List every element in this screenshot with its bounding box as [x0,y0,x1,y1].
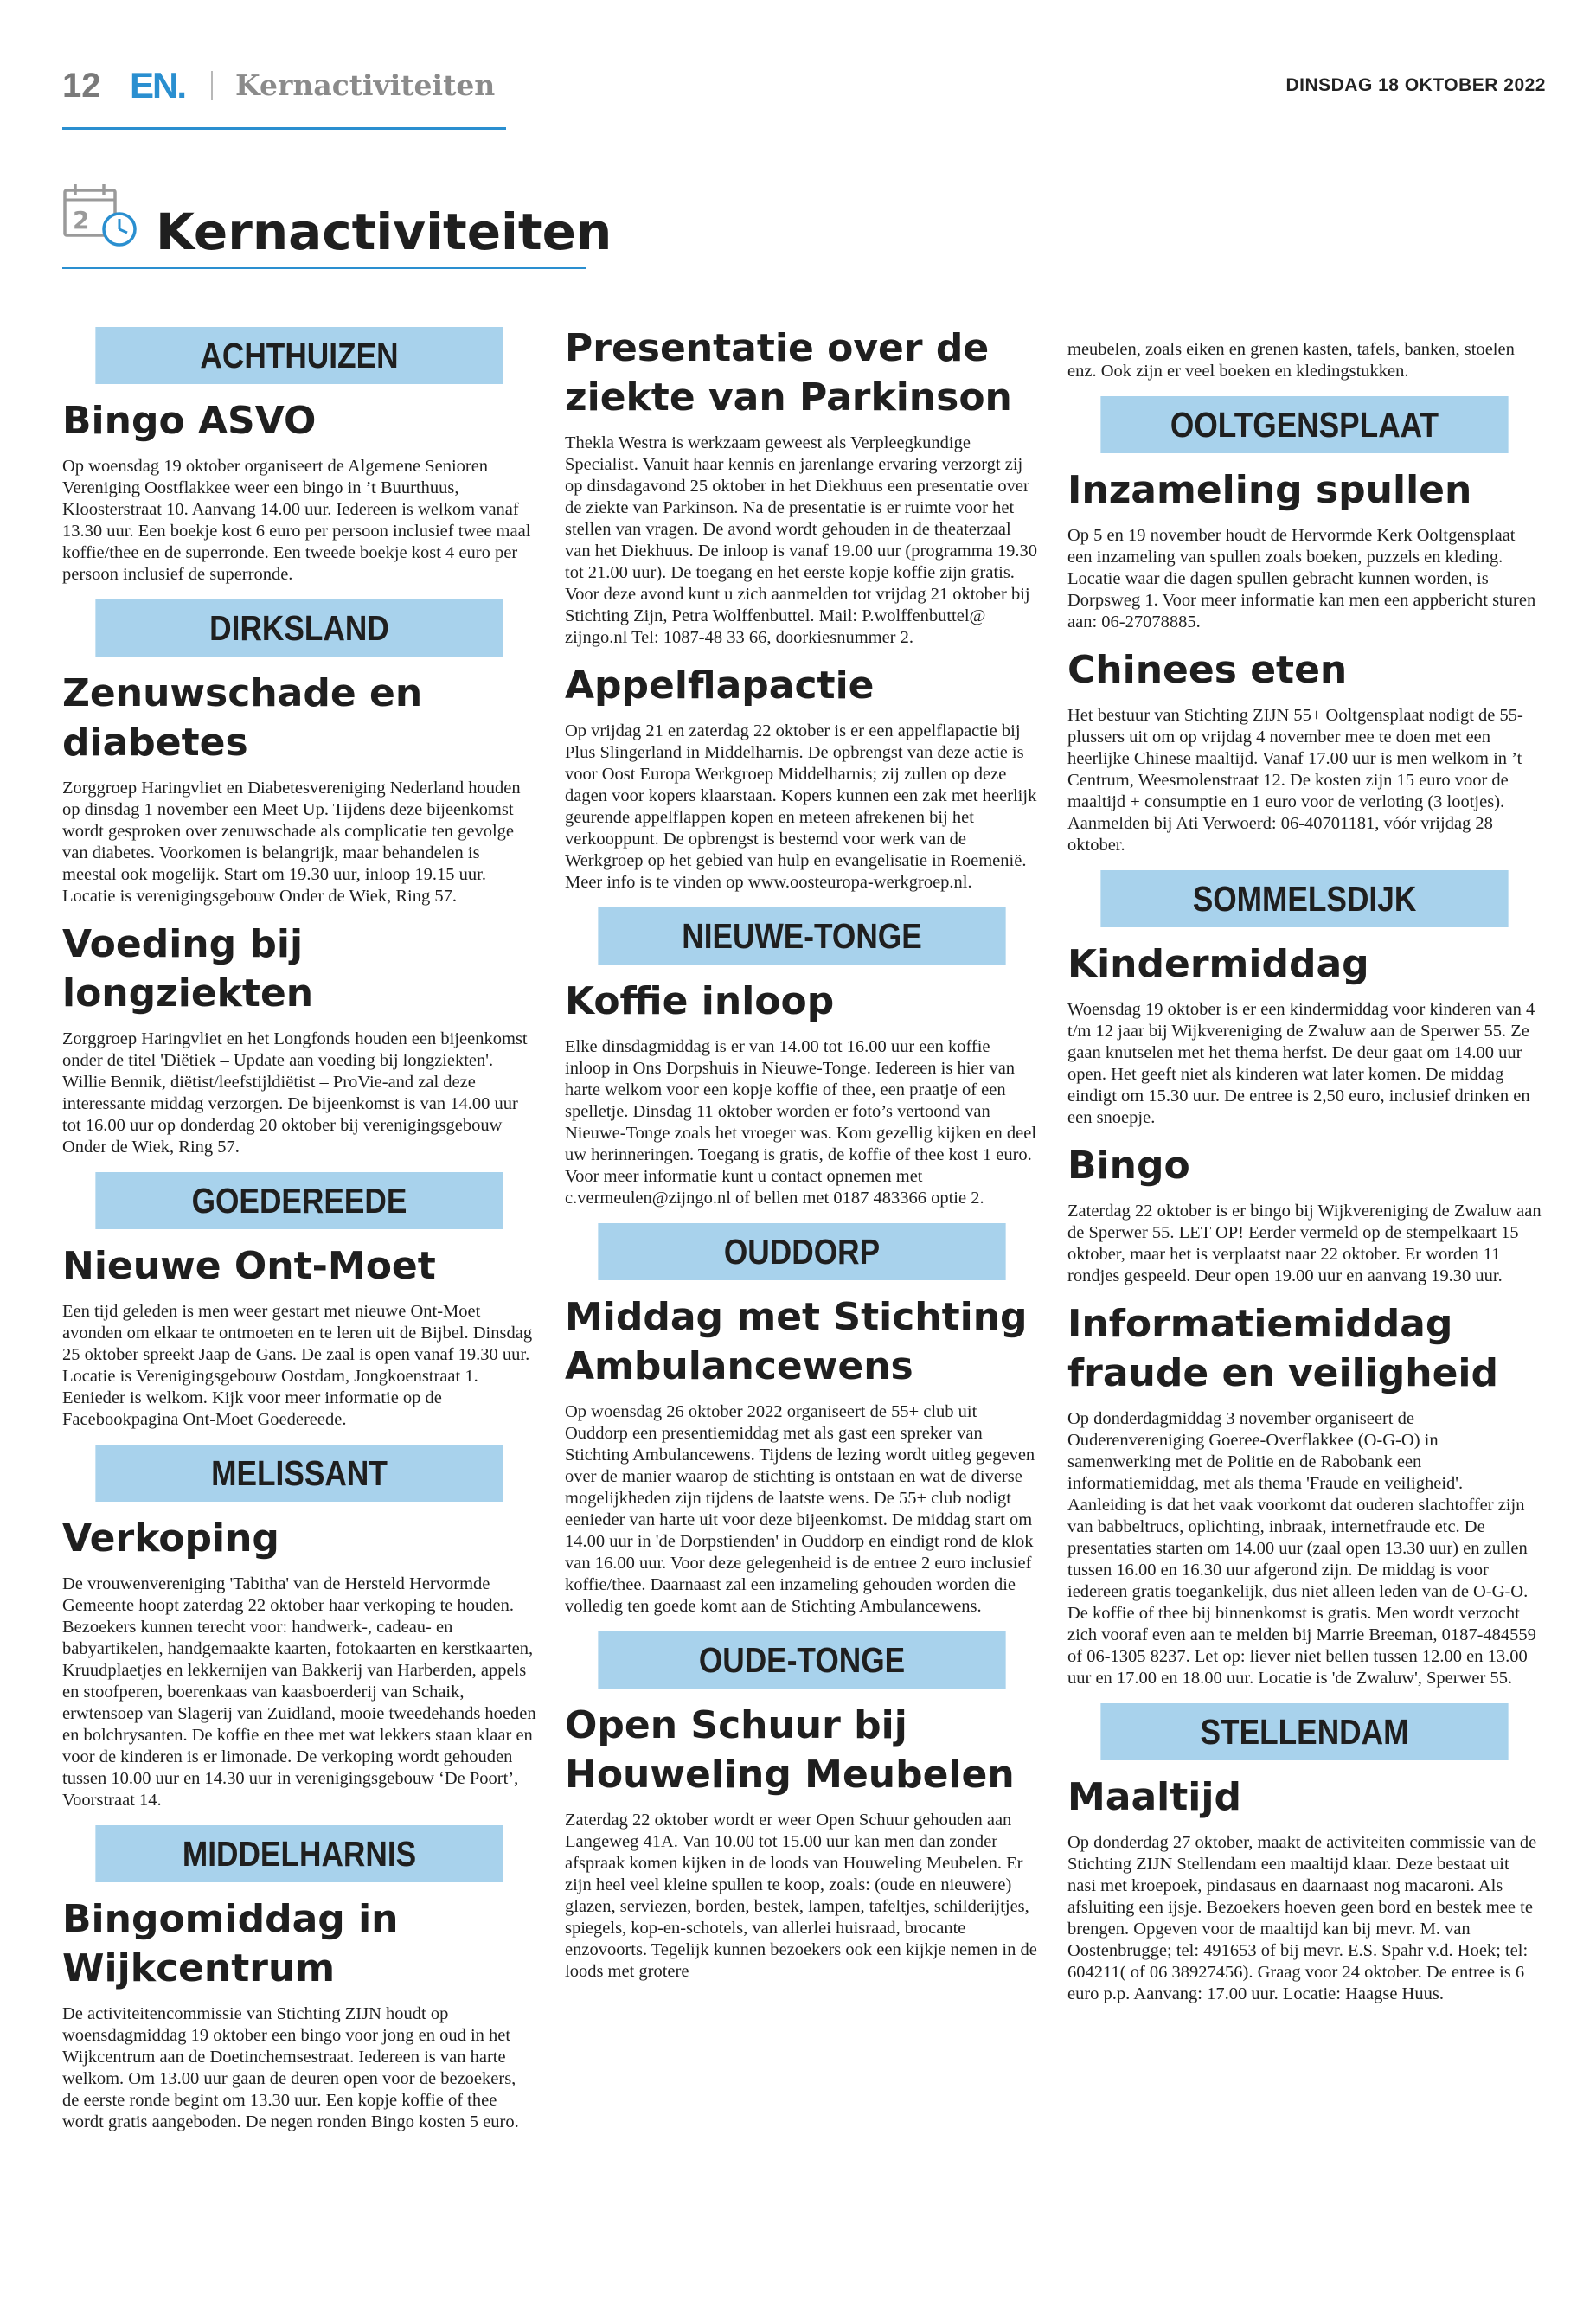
place-band-nieuwe-tonge: NIEUWE-TONGE [598,907,1005,965]
place-band-ouddorp: OUDDORP [598,1223,1005,1280]
article-body: Zorggroep Haringvliet en Diabetesvereniging Nederland houden op dinsdag 1 november een Meet Up. Tijdens deze bijeenkomst wordt gesproken over zenuwschade als complicatie ten gevolge van diabetes. Voorkomen is belangrijk, maar behandelen is meestal ook mogelijk. Start om 19.30 uur, inloop 19.15 uur. Locatie is verenigingsgebouw Onder de Wiek, Ring 57. [62,779,521,906]
article-body: Op woensdag 19 oktober organiseert de Algemene Senioren Vereniging Oostflakkee weer een bingo in ’t Buurthuus, Kloosterstraat 10. Aanvang 14.00 uur. Iedereen is welkom vanaf 13.30 uur. Een boekje kost 6 euro per persoon inclusief twee maal koffie/thee en de superronde. Een tweede boekje kost 4 euro per persoon inclusief de superronde. [62,457,531,584]
article-title: Verkoping [62,1516,279,1561]
title-underline [62,267,586,269]
article-body: Zaterdag 22 oktober wordt er weer Open Schuur gehouden aan Langeweg 41A. Van 10.00 tot 15.00 uur kan men dan zonder afspraak komen kijken in de loods van Houweling Meubelen. Er zijn heel veel kleine spullen te koop, zoals: (oude en nieuwere) glazen, serviezen, borden, bestek, lampen, tafeltjes, schilderijtjes, spiegels, kop-en-schotels, van allerlei huisraad, brocante enzovoorts. Tegelijk kunnen bezoekers ook een kijkje nemen in de loods met grotere [565,1811,1037,1981]
article-body: Zorggroep Haringvliet en het Longfonds houden een bijeenkomst onder de titel 'Diëtiek – Update aan voeding bij longziekten'. Willie Bennik, diëtist/leefstijldiëtist – ProVie-and zal deze interessante middag verzorgen. De bijeenkomst is van 14.00 uur tot 16.00 uur op donderdag 20 oktober bij verenigingsgebouw Onder de Wiek, Ring 57. [62,1029,528,1157]
article-title: Informatiemiddag fraude en veiligheid [1067,1302,1499,1395]
article-body: De vrouwenvereniging 'Tabitha' van de Hersteld Hervormde Gemeente hoopt zaterdag 22 oktober haar verkoping te houden. Bezoekers kunnen terecht voor: handwerk-, cadeau- en babyartikelen, handgemaakte kaarten, fotokaarten en kerstkaarten, Kruudplaetjes en lekkernijen van Bakkerij van Harberden, appels en stoofperen, boerenkaas van kaasboerderij van Schaik, erwtensoep van Slagerij van Zuidland, mooie tweedehands hoeden en bolchrysanten. De koffie en thee met wat lekkers staan klaar en voor de kinderen is er limonade. De verkoping wordt gehouden tussen 10.00 uur en 14.30 uur in verenigingsgebouw ‘De Poort’, Voorstraat 14. [62,1574,536,1810]
place-band-dirksland: DIRKSLAND [95,599,503,657]
section-name: Kernactiviteiten [235,68,496,102]
issue-date: DINSDAG 18 OKTOBER 2022 [1285,75,1546,95]
article-title: Bingo ASVO [62,399,317,443]
article-body: Op donderdag 27 oktober, maakt de activiteiten commissie van de Stichting ZIJN Stellendam een maaltijd klaar. Deze bestaat uit nasi met kroepoek, pindasaus en daarnaast nog macaroni. Als afsluiting een ijsje. Bezoekers hoeven geen bord en bestek mee te brengen. Opgeven voor de maaltijd kan bij mevr. M. van Oostenbrugge; tel: 491653 of bij mevr. E.S. Spahr v.d. Hoek; tel: 604211( of 06 38927456). Graag voor 24 oktober. De entree is 6 euro p.p. Aanvang: 17.00 uur. Locatie: Haagse Huus. [1067,1833,1537,2003]
header-divider [211,71,213,100]
running-header [62,64,1546,107]
article-title: Presentatie over de ziekte van Parkinson [565,326,1012,420]
place-band-goedereede: GOEDEREEDE [95,1172,503,1229]
place-band-stellendam: STELLENDAM [1100,1703,1508,1760]
article-body: Zaterdag 22 oktober is er bingo bij Wijkvereniging de Zwaluw aan de Sperwer 55. LET OP! Eerder vermeld op de stempelkaart 15 oktober, maar het is verplaatst naar 22 oktober. Er worden 11 rondjes gespeeld. Deur open 19.00 uur en aanvang 19.30 uur. [1067,1202,1542,1285]
article-continuation: meubelen, zoals eiken en grenen kasten, tafels, banken, stoelen enz. Ook zijn er veel boeken en kledingstukken. [1067,340,1515,381]
article-title: Voeding bij longziekten [62,922,314,1016]
article-body: Woensdag 19 oktober is er een kindermiddag voor kinderen van 4 t/m 12 jaar bij Wijkvereniging de Zwaluw aan de Sperwer 55. Ze gaan knutselen met het thema herfst. De deur gaat om 14.00 uur open. Het geeft niet als kinderen wat later komen. De middag eindigt om 15.30 uur. De entree is 2,50 euro, inclusief drinken en een snoepje. [1067,1000,1535,1127]
article-title: Appelflapactie [565,663,875,708]
article-body: Een tijd geleden is men weer gestart met nieuwe Ont-Moet avonden om elkaar te ontmoeten en te leren uit de Bijbel. Dinsdag 25 oktober spreekt Jaap de Gans. De zaal is open vanaf 19.30 uur. Locatie is Verenigingsgebouw Oostdam, Jongkoenstraat 1. Eenieder is welkom. Kijk voor meer informatie op de Facebookpagina Ont-Moet Goedereede. [62,1302,533,1429]
article-body: Thekla Westra is werkzaam geweest als Verpleegkundige Specialist. Vanuit haar kennis en jarenlange ervaring verzorgt zij op dinsdagavond 25 oktober in het Diekhuus een presentatie over de ziekte van Parkinson. Na de presentatie is er ruimte voor het stellen van vragen. De avond wordt gehouden in de theaterzaal van het Diekhuus. De inloop is vanaf 19.00 uur (programma 19.30 tot 21.00 uur). De toegang en het eerste kopje koffie zijn gratis. Voor deze avond kunt u zich aanmelden tot vrijdag 21 oktober bij Stichting Zijn, Petra Wolffenbuttel. Mail: P.wolffenbuttel@ zijngo.nl Tel: 1087-48 33 66, doorkiesnummer 2. [565,433,1037,647]
article-title: Inzameling spullen [1067,468,1472,512]
place-band-melissant: MELISSANT [95,1445,503,1502]
column-1 [62,311,536,2292]
article-body: Op woensdag 26 oktober 2022 organiseert de 55+ club uit Ouddorp een presentiemiddag met als gast een spreker van Stichting Ambulancewens. Tijdens de lezing wordt uitleg gegeven over de manier waarop de stichting is ontstaan en wat de diverse mogelijkheden zijn tijdens de laatste wens. De 55+ club nodigt eenieder van harte uit voor deze bijeenkomst. De middag start om 14.00 uur in 'de Dorpstienden' in Ouddorp en eindigt rond de klok van 16.00 uur. Voor deze gelegenheid is de entree 2 euro inclusief koffie/thee. Daarnaast zal een inzameling gehouden worden die volledig ten goede komt aan de Stichting Ambulancewens. [565,1402,1035,1616]
article-title: Bingomiddag in Wijkcentrum [62,1897,399,1990]
article-body: Elke dinsdagmiddag is er van 14.00 tot 16.00 uur een koffie inloop in Ons Dorpshuis in Nieuwe-Tonge. Iedereen is hier van harte welkom voor een kopje koffie of thee, een praatje of een spelletje. Dinsdag 11 oktober worden er foto’s vertoond van Nieuwe-Tonge zoals het vroeger was. Kom gezellig kijken en deel uw herinneringen. Toegang is gratis, de koffie of thee kost 1 euro. Voor meer informatie kunt u contact opnemen met c.vermeulen@zijngo.nl of bellen met 0187 483366 optie 2. [565,1037,1037,1208]
article-title: Zenuwschade en diabetes [62,671,423,765]
article-title: Bingo [1067,1144,1190,1188]
article-title: Kindermiddag [1067,942,1369,986]
article-title: Nieuwe Ont-Moet [62,1244,436,1288]
article-body: Op vrijdag 21 en zaterdag 22 oktober is er een appelflapactie bij Plus Slingerland in Middelharnis. De opbrengst van deze actie is voor Oost Europa Werkgroep Middelharnis; zij zullen op deze dagen voor kopers klaarstaan. Kopers kunnen een zak met heerlijk geurende appelflappen kopen en meteen afrekenen bij het verkooppunt. De opbrengst is bestemd voor werk van de Werkgroep op het gebied van hulp en evangelisatie in Roemenië. Meer info is te vinden op www.oosteuropa-werkgroep.nl. [565,721,1037,892]
newspaper-logo[interactable]: EN. [130,65,186,106]
place-band-ooltgensplaat: OOLTGENSPLAAT [1100,396,1508,453]
column-2 [565,311,1039,2292]
place-band-sommelsdijk: SOMMELSDIJK [1100,870,1508,927]
column-3 [1067,311,1542,2292]
article-title: Chinees eten [1067,648,1348,692]
article-body: Het bestuur van Stichting ZIJN 55+ Ooltgensplaat nodigt de 55-plussers uit om op vrijdag 4 november mee te doen met een heerlijke Chinese maaltijd. Vanaf 17.00 uur is men welkom in ’t Centrum, Weesmolenstraat 12. De kosten zijn 15 euro voor de maaltijd + consumptie en 1 euro voor de verloting (3 lootjes). Aanmelden bij Ati Verwoerd: 06-40701181, vóór vrijdag 28 oktober. [1067,706,1523,855]
calendar-clock-icon [62,182,140,251]
header-underline [62,127,506,130]
article-body: Op donderdagmiddag 3 november organiseert de Ouderenvereniging Goeree-Overflakkee (O-G-O) in samenwerking met de Politie en de Rabobank een informatiemiddag, met als thema 'Fraude en veiligheid'. Aanleiding is dat het vaak voorkomt dat ouderen slachtoffer zijn van babbeltrucs, oplichting, inbraak, internetfraude etc. De presentaties starten om 14.00 uur (zaal open 13.30 uur) en zullen tussen 16.00 en 16.30 uur afgerond zijn. De middag is voor iedereen gratis toegankelijk, dus niet alleen leden van de O-G-O. De koffie of thee bij binnenkomst is gratis. Men wordt verzocht zich vooraf even aan te melden bij Marrie Breeman, 0187-484559 of 06-1305 8237. Let op: liever niet bellen tussen 12.00 en 13.00 uur en 17.00 en 18.00 uur. Locatie is 'de Zwaluw', Sperwer 55. [1067,1409,1536,1688]
article-body: De activiteitencommissie van Stichting ZIJN houdt op woensdagmiddag 19 oktober een bingo voor jong en oud in het Wijkcentrum aan de Doetinchemsestraat. Iedereen is van harte welkom. Om 13.00 uur gaan de deuren open voor de bezoekers, de eerste ronde begint om 13.30 uur. Een kopje koffie of thee wordt gratis aangeboden. De negen ronden Bingo kosten 5 euro. [62,2004,519,2131]
article-title: Middag met Stichting Ambulancewens [565,1295,1028,1388]
place-band-oude-tonge: OUDE-TONGE [598,1631,1005,1689]
article-title: Maaltijd [1067,1775,1241,1819]
place-band-achthuizen: ACHTHUIZEN [95,327,503,384]
calendar-day: 2 [73,206,90,234]
article-title: Koffie inloop [565,979,835,1023]
article-body: Op 5 en 19 november houdt de Hervormde Kerk Ooltgensplaat een inzameling van spullen zoals boeken, puzzels en kleding. Locatie waar die dagen spullen gebracht kunnen worden, is Dorpsweg 1. Voor meer informatie kan men een appbericht sturen aan: 06-27078885. [1067,526,1536,631]
place-band-middelharnis: MIDDELHARNIS [95,1825,503,1882]
page-number: 12 [62,67,101,105]
article-title: Open Schuur bij Houweling Meubelen [565,1703,1015,1797]
page-title: Kernactiviteiten [156,202,612,261]
